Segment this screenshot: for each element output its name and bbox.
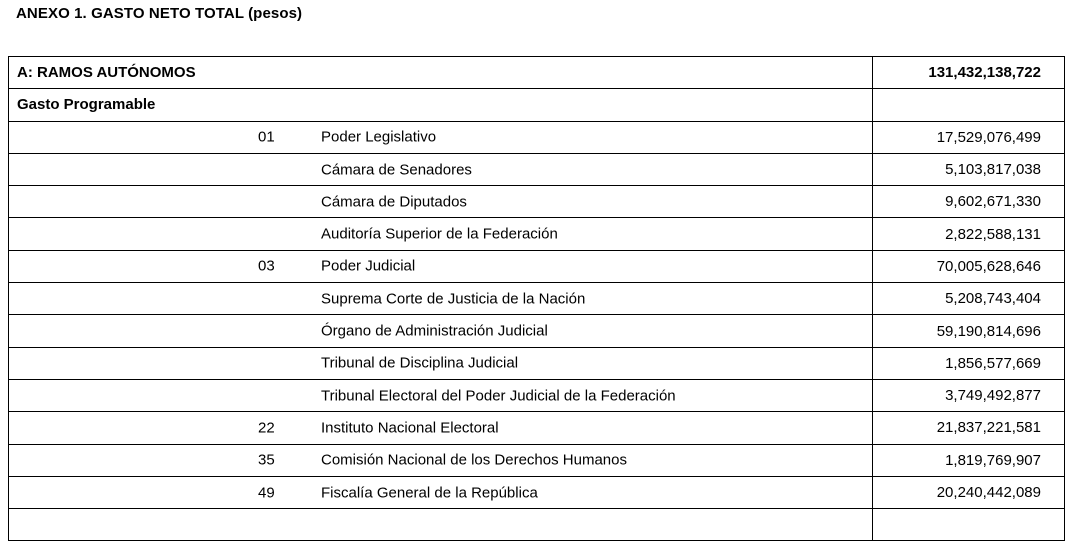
row-description: Cámara de Senadores [321,161,472,179]
row-description: Tribunal Electoral del Poder Judicial de la Federación [321,387,676,405]
row-description: Auditoría Superior de la Federación [321,225,558,243]
row-description: Fiscalía General de la República [321,484,538,501]
row-amount: 17,529,076,499 [873,121,1065,153]
row-label-cell [9,186,873,218]
row-label-cell [9,444,873,476]
row-label-cell [9,153,873,185]
table-row [9,283,1065,315]
row-label-cell [9,379,873,411]
row-label-cell [9,476,873,508]
cutoff-amount-cell [873,509,1065,541]
table-row [9,218,1065,250]
row-amount: 21,837,221,581 [873,412,1065,444]
row-amount: 3,749,492,877 [873,379,1065,411]
row-description: Comisión Nacional de los Derechos Humanos [321,451,627,469]
row-label-cell [9,218,873,250]
row-amount: 1,819,769,907 [873,444,1065,476]
section-label: A: RAMOS AUTÓNOMOS [9,57,873,89]
row-label-cell [9,347,873,379]
table-row [9,379,1065,411]
row-amount: 59,190,814,696 [873,315,1065,347]
row-description: Poder Legislativo [321,128,437,146]
row-label-cell [9,250,873,282]
row-amount: 9,602,671,330 [873,186,1065,218]
subsection-amount-empty [873,89,1065,121]
document-title: ANEXO 1. GASTO NETO TOTAL (pesos) [16,5,303,22]
table-row [9,444,1065,476]
table-row [9,153,1065,185]
row-amount: 70,005,628,646 [873,250,1065,282]
subsection-label: Gasto Programable [9,89,873,121]
row-description: Tribunal de Disciplina Judicial [321,354,519,372]
cutoff-label-cell [9,509,873,541]
table-row-cutoff [9,509,1065,541]
row-description: Instituto Nacional Electoral [321,419,499,437]
row-amount: 5,208,743,404 [873,283,1065,315]
table-row [9,250,1065,282]
table-row [9,347,1065,379]
row-amount: 5,103,817,038 [873,153,1065,185]
expenditure-table-body [9,57,1065,541]
ramo-code: 35 [258,451,275,469]
table-row [9,186,1065,218]
expenditure-table [8,56,1065,541]
subsection-header-row [9,89,1065,121]
row-amount: 1,856,577,669 [873,347,1065,379]
table-row [9,121,1065,153]
ramo-code: 22 [258,419,275,437]
ramo-code: 03 [258,257,275,275]
row-description: Suprema Corte de Justicia de la Nación [321,290,586,308]
row-description: Cámara de Diputados [321,193,467,211]
section-header-row [9,57,1065,89]
table-row [9,412,1065,444]
row-label-cell [9,412,873,444]
row-amount: 20,240,442,089 [873,476,1065,508]
row-label-cell [9,283,873,315]
row-label-cell [9,315,873,347]
ramo-code: 01 [258,128,275,146]
row-amount: 2,822,588,131 [873,218,1065,250]
row-description: Poder Judicial [321,257,416,275]
row-description: Órgano de Administración Judicial [321,322,548,340]
table-row [9,476,1065,508]
row-label-cell [9,121,873,153]
table-row [9,315,1065,347]
ramo-code: 49 [258,484,275,501]
section-total: 131,432,138,722 [873,57,1065,89]
